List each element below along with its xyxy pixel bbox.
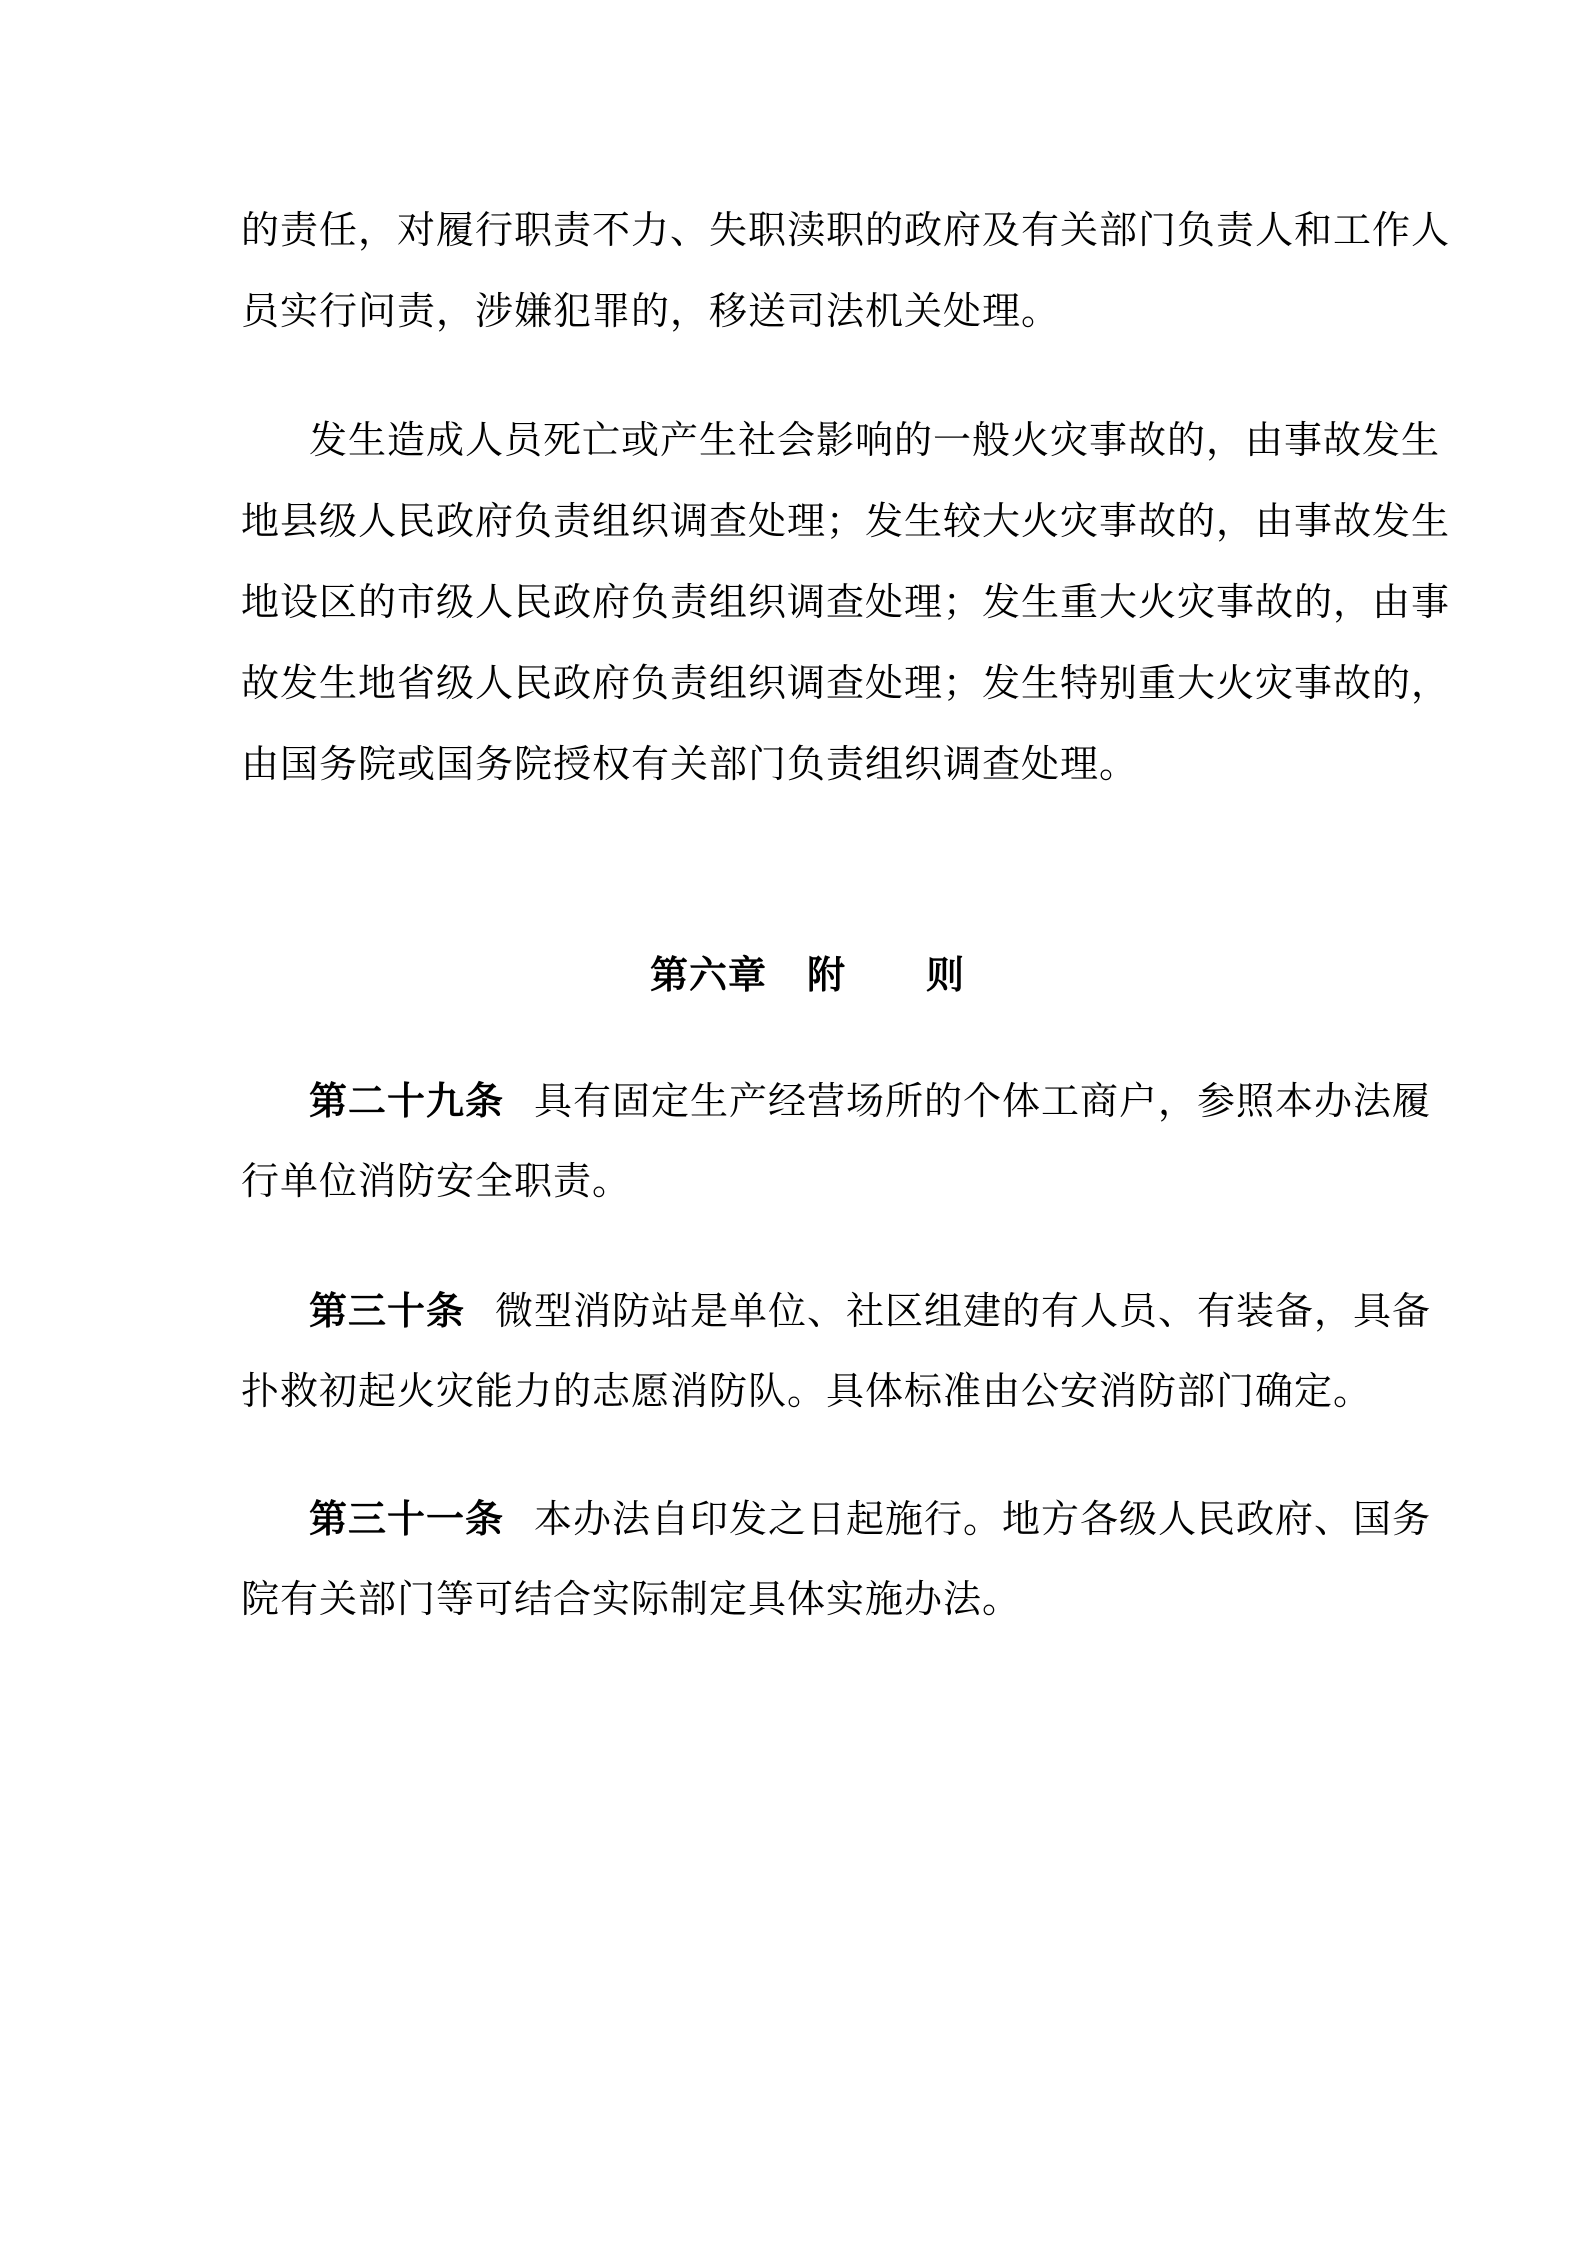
article-text: 具有固定生产经营场所的个体工商户，参照本办法履: [534, 1079, 1432, 1123]
text-line: 员实行问责，涉嫌犯罪的，移送司法机关处理。: [241, 289, 1061, 333]
chapter-number: 第六章: [650, 952, 768, 997]
text-line: 行单位消防安全职责。: [241, 1159, 632, 1203]
paragraph-responsibility: [241, 190, 1451, 352]
article-29: [241, 1060, 1432, 1222]
text-line: 地设区的市级人民政府负责组织调查处理；发生重大火灾事故的，由事: [241, 580, 1451, 624]
chapter-title-part1: 附: [807, 952, 847, 997]
text-line: 地县级人民政府负责组织调查处理；发生较大火灾事故的，由事故发生: [241, 499, 1451, 543]
article-text: 微型消防站是单位、社区组建的有人员、有装备，具备: [495, 1289, 1432, 1333]
article-text: 本办法自印发之日起施行。地方各级人民政府、国务: [534, 1497, 1432, 1541]
text-line: 扑救初起火灾能力的志愿消防队。具体标准由公安消防部门确定。: [241, 1369, 1373, 1413]
chapter-title-part2: 则: [926, 952, 966, 997]
article-30: [241, 1270, 1432, 1432]
text-line: 由国务院或国务院授权有关部门负责组织调查处理。: [241, 742, 1139, 786]
article-label: 第三十一条: [309, 1496, 505, 1541]
paragraph-investigation: [241, 400, 1451, 805]
text-line: 院有关部门等可结合实际制定具体实施办法。: [241, 1577, 1022, 1621]
article-first-line: [241, 1270, 1432, 1351]
article-label: 第二十九条: [309, 1078, 505, 1123]
article-31: [241, 1478, 1432, 1640]
article-first-line: [241, 1478, 1432, 1559]
text-line: 的责任，对履行职责不力、失职渎职的政府及有关部门负责人和工作人: [241, 208, 1451, 252]
text-line: 故发生地省级人民政府负责组织调查处理；发生特别重大火灾事故的，: [241, 661, 1451, 705]
article-first-line: [241, 1060, 1432, 1141]
chapter-heading: [650, 945, 965, 1005]
text-line: 发生造成人员死亡或产生社会影响的一般火灾事故的，由事故发生: [309, 418, 1441, 462]
article-label: 第三十条: [309, 1288, 466, 1333]
